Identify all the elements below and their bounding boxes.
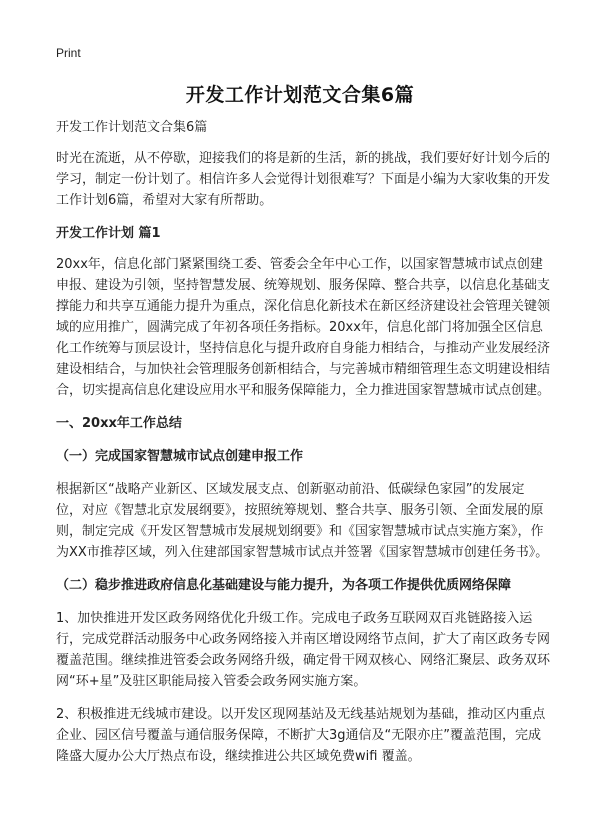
heading-gov-informatization: （二）稳步推进政府信息化基础建设与能力提升，为各项工作提供优质网络保障 <box>56 578 512 593</box>
print-label[interactable]: Print <box>56 46 81 60</box>
heading-smart-city-application: （一）完成国家智慧城市试点创建申报工作 <box>56 449 304 464</box>
document-body <box>56 117 550 779</box>
paragraph-smart-city: 根据新区“战略产业新区、区域发展支点、创新驱动前沿、低碳绿色家园”的发展定位，对应《智慧北京发展纲要》，按照统筹规划、整合共享、服务引领、全面发展的原则，制定完成《开发区智慧城市发展规划纲要》和《国家智慧城市试点实施方案》，作为XX市推荐区域，列入住建部国家智慧城市试点并签署《国家智慧城市创建任务书》。 <box>56 482 549 560</box>
document-subtitle: 开发工作计划范文合集6篇 <box>56 120 208 135</box>
paragraph-overview: 20xx年，信息化部门紧紧围绕工委、管委会全年中心工作，以国家智慧城市试点创建申报、建设为引领，坚持智慧发展、统筹规划、服务保障、整合共享，以信息化基础支撑能力和共享互通能力提升为重点，深化信息化新技术在新区经济建设社会管理关键领域的应用推广，圆满完成了年初各项任务指标。20xx年，信息化部门将加强全区信息化工作统筹与顶层设计，坚持信息化与提升政府自身能力相结合，与推动产业发展经济建设相结合，与加快社会管理服务创新相结合，与完善城市精细管理生态文明建设相结合，切实提高信息化建设应用水平和服务保障能力，全力推进国家智慧城市试点创建。 <box>56 257 551 398</box>
section-title: 开发工作计划 篇1 <box>56 226 161 241</box>
document-title: 开发工作计划范文合集6篇 <box>185 84 415 106</box>
heading-work-summary: 一、20xx年工作总结 <box>56 416 182 431</box>
intro-paragraph: 时光在流逝，从不停歇，迎接我们的将是新的生活，新的挑战，我们要好好计划今后的学习，制定一份计划了。相信许多人会觉得计划很难写？下面是小编为大家收集的开发工作计划6篇，希望对大家有所帮助。 <box>56 151 551 208</box>
paragraph-wireless-city: 2、积极推进无线城市建设。以开发区现网基站及无线基站规划为基础，推动区内重点企业、园区信号覆盖与通信服务保障，不断扩大3g通信及“无限亦庄”覆盖范围，完成隆盛大厦办公大厅热点布设，继续推进公共区域免费wifi 覆盖。 <box>56 707 546 764</box>
paragraph-network-upgrade: 1、加快推进开发区政务网络优化升级工作。完成电子政务互联网双百兆链路接入运行，完成党群活动服务中心政务网络接入并南区增设网络节点间，扩大了南区政务专网覆盖范围。继续推进管委会政务网络升级，确定骨干网双核心、网络汇聚层、政务双环网“环+星”及驻区职能局接入管委会政务网实施方案。 <box>56 611 551 689</box>
